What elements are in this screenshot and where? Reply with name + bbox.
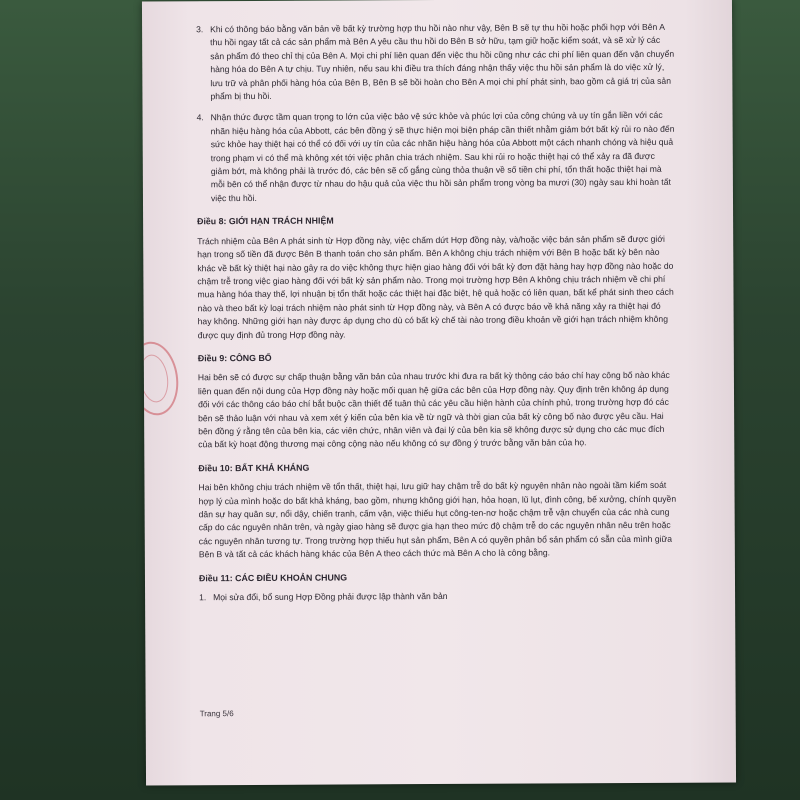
document-content xyxy=(196,21,677,613)
clause-number: 4. xyxy=(196,112,204,123)
clause-text: Mọi sửa đổi, bổ sung Hợp Đồng phải được lập thành văn bản xyxy=(213,590,448,603)
section-8-text: Trách nhiệm của Bên A phát sinh từ Hợp đồng này, việc chấm dứt Hợp đồng này, và/hoặc việc bán sản phẩm sẽ được giới hạn trong số tiền đã được Bên B thanh toán cho sản phẩm. Bên A không chịu trách nhiệm với Bên B hoặc bất kỳ bên nào khác về bất kỳ thiệt hại nào gây ra do việc không thực hiện giao hàng đối với bất kỳ đơn đặt hàng hay hợp đồng nào hoặc do chậm trễ trong việc giao hàng đối với bất kỳ sản phẩm nào. Trong mọi trường hợp Bên A không chịu trách nhiệm về chi phí mua hàng hóa thay thế, lợi nhuận bị tổn thất hoặc các thiệt hại đặc biệt, hệ quả hoặc có liên quan, bất kể phát sinh theo cách nào và theo bất kỳ loại trách nhiệm nào phát sinh từ Hợp đồng này, và Bên A có được báo về khả năng xảy ra thiệt hại đó hay không. Những giới hạn này được áp dụng cho dù có bất kỳ chế tài nào trong điều khoản về giới hạn trách nhiệm không được quy định đủ trong Hợp đồng này. xyxy=(197,233,674,340)
section-10-heading: Điều 10: BẤT KHẢ KHÁNG xyxy=(198,462,310,474)
section-9-text: Hai bên sẽ có được sự chấp thuận bằng văn bản của nhau trước khi đưa ra bất kỳ thông cáo báo chí hay công bố nào khác liên quan đến nội dung của Hợp đồng này hoặc mối quan hệ giữa các bên của Hợp đồng này. Quy định trên không áp dụng đối với các thông cáo báo chí bắt buộc cần thiết để tuân thủ các yêu cầu hiện hành của chính phủ, trong trường hợp đó các bên sẽ thảo luận với nhau và xem xét ý kiến của bên kia về từ ngữ và thời gian của bất kỳ công bố nào được yêu cầu. Hai bên đồng ý rằng tên của bên kia, các viên chức, nhân viên và đại lý của bên kia sẽ không được sử dụng cho các mục đích của bất kỳ hoạt động thương mại công cộng nào nếu không có sự đồng ý trước bằng văn bản của họ. xyxy=(197,370,670,450)
section-10-text: Hai bên không chịu trách nhiệm về tổn thất, thiệt hại, lưu giữ hay chậm trễ do bất kỳ nguyên nhân nào ngoài tầm kiểm soát hợp lý của mình hoặc do bất khả kháng, bao gồm, nhưng không giới hạn, hỏa hoạn, lũ lụt, đình công, bế xưởng, chính quyền dân sự hay quân sự, nổi dậy, chiến tranh, cấm vận, việc thiếu hụt công-ten-nơ hoặc chậm trễ vận chuyển của các nhà cung cấp do các nguyên nhân trên, và ngày giao hàng sẽ được gia hạn theo mức độ chậm trễ do các nguyên nhân nêu trên hoặc các nguyên nhân tương tự. Trong trường hợp thiếu hụt sản phẩm, Bên A có quyền phân bổ sản phẩm có sẵn của mình giữa Bên B và tất cả các khách hàng khác của Bên A theo cách thức mà Bên A cho là công bằng. xyxy=(198,479,677,560)
section-11-item-1 xyxy=(199,589,677,605)
clause-text: Khi có thông báo bằng văn bản về bất kỳ trường hợp thu hồi nào như vậy, Bên B sẽ tự thu hồi hoặc phối hợp với Bên A thu hồi ngay tất cả các sản phẩm mà Bên A yêu cầu thu hồi do Bên B sở hữu, tạm giữ hoặc kiểm soát, và sẽ xử lý các sản phẩm đó theo chỉ thị của Bên A. Mọi chi phí liên quan đến việc thu hồi cũng như các chi phí liên quan đến vận chuyển hàng hóa do Bên A tự chịu. Tuy nhiên, nếu sau khi điều tra thích đáng nhận thấy việc thu hồi sản phẩm là do việc xử lý, lưu trữ và phân phối hàng hóa của Bên B, Bên B sẽ bồi hoàn cho Bên A mọi chi phí phát sinh, bao gồm cả giá trị của sản phẩm bị thu hồi. xyxy=(210,21,675,102)
clause-item-4 xyxy=(197,109,675,205)
stamp-inner-ring xyxy=(142,353,171,405)
section-11-heading: Điều 11: CÁC ĐIỀU KHOẢN CHUNG xyxy=(198,572,348,583)
clause-text: Nhận thức được tầm quan trọng to lớn của việc bảo vệ sức khỏe và phúc lợi của công chúng và uy tín gắn liền với các nhãn hiệu hàng hóa của Abbott, các bên đồng ý sẽ thực hiện mọi biện pháp cần thiết nhằm giảm bớt bất kỳ rủi ro nào đến sức khỏe hay thiệt hại có thể có đối với uy tín của các nhãn hiệu hàng hóa của Abbott một cách nhanh chóng và hiệu quả trong phạm vi có thể mà không xét tới việc phân chia trách nhiệm. Sau khi rủi ro hoặc thiệt hại có thể xảy ra đã được giảm bớt, mà không phải là trước đó, các bên sẽ cố gắng cùng thỏa thuận về số tiền chi phí, tổn thất hoặc thiệt hại mà mỗi bên có thể nhận được từ nhau do hậu quả của việc thu hồi sản phẩm trong vòng ba mươi (30) ngày sau khi hoàn tất việc thu hồi. xyxy=(210,110,675,204)
section-9-heading: Điều 9: CÔNG BỐ xyxy=(197,352,272,364)
page-number: Trang 5/6 xyxy=(199,709,234,719)
clause-number: 1. xyxy=(199,592,207,603)
document-page xyxy=(142,0,736,786)
red-stamp-seal xyxy=(142,338,183,418)
section-8-heading: Điều 8: GIỚI HẠN TRÁCH NHIỆM xyxy=(197,215,334,227)
clause-item-3 xyxy=(196,21,674,104)
clause-number: 3. xyxy=(196,24,204,35)
